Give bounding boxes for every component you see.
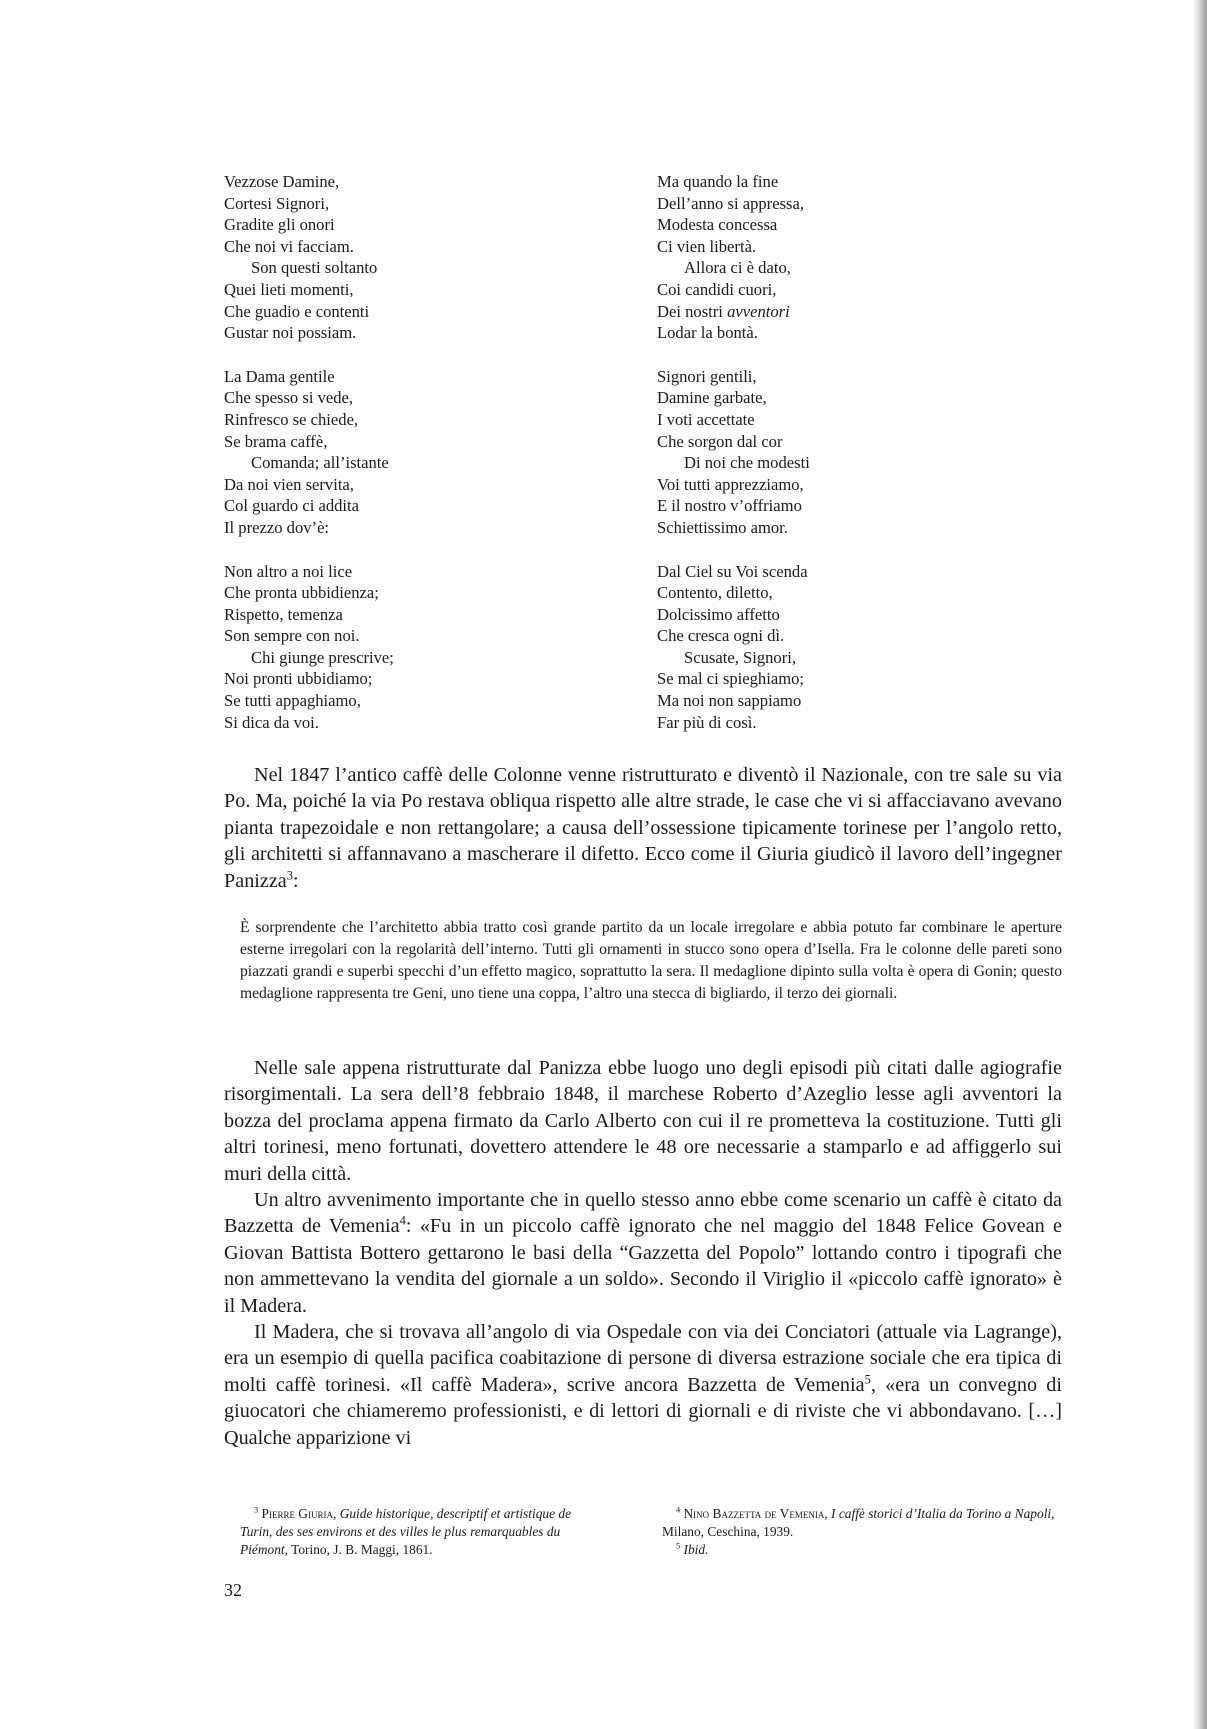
footnote-title: I caffè storici d’Italia da Torino a Napoli	[831, 1506, 1052, 1521]
paragraph-text-run: Un altro avvenimento importante che in quello stesso anno ebbe come scenario un caffè è citato da Bazzetta de Vemenia	[224, 1189, 1062, 1238]
poem-stanza	[657, 366, 987, 539]
footnote-title: Guide historique, descriptif et artistique de Turin, des ses environs et des villes le plus remarquables du Piémont	[240, 1506, 572, 1557]
footnote-number: 3	[254, 1505, 259, 1515]
poem-line: Contento, diletto,	[657, 583, 773, 603]
poem-line: Di noi che modesti	[684, 453, 810, 473]
paragraph-text-run: : «Fu in un piccolo caffè ignorato che nel maggio del 1848 Felice Govean e Giovan Battista Bottero gettarono le basi della “Gazzetta del Popolo” lottando contro i tipografi che non ammettevano la vendita del giornale a un soldo». Secondo il Viriglio il «piccolo caffè ignorato» è il Madera.	[224, 1215, 1062, 1317]
poem-stanza	[224, 171, 554, 344]
poem-line: Lodar la bontà.	[657, 323, 758, 343]
poem-line: Se mal ci spieghiamo;	[657, 669, 805, 689]
footnotes-left	[240, 1505, 585, 1559]
body-paragraph-1	[224, 762, 1062, 894]
footnote-3: $^3$ Pierre Giuria, Guide historique, descriptif et artistique de Turin, des ses environs et des villes le plus remarquables du Piémont, Torino, J. B. Maggi, 1861.	[240, 1505, 572, 1557]
poem-line: Modesta concessa	[657, 215, 778, 235]
poem-line: Noi pronti ubbidiamo;	[224, 669, 373, 689]
poem-line: Dolcissimo affetto	[657, 604, 780, 624]
poem-line: Da noi vien servita,	[224, 474, 354, 494]
block-quote: È sorprendente che l’architetto abbia tratto così grande partito da un locale irregolare e abbia potuto far combinare le aperture esterne irregolari con la regolarità dell’interno. Tutti gli ornamenti in stucco sono opera d’Isella. Fra le colonne delle pareti sono piazzati grandi e superbi specchi d’un effetto magico, soprattutto la sera. Il medaglione dipinto sulla volta è opera di Gonin; questo medaglione rappresenta tre Geni, uno tiene una coppa, l’altro una stecca di bigliardo, il terzo dei giornali.	[240, 919, 1062, 1002]
body-paragraphs	[224, 1055, 1062, 1451]
paragraph-text-run: :	[293, 869, 299, 892]
footnote-rest: , Milano, Ceschina, 1939.	[662, 1506, 1055, 1539]
poem-line: E il nostro v’offriamo	[657, 496, 802, 516]
footnote-number: 4	[676, 1505, 681, 1515]
poem-line-text: Dei nostri	[657, 301, 728, 321]
poem-line: Son sempre con noi.	[224, 626, 360, 646]
poem-line: Si dica da voi.	[224, 712, 319, 732]
poem-column-right	[657, 171, 987, 755]
poem-line: Rinfresco se chiede,	[224, 409, 359, 429]
footnote-number: 5	[676, 1541, 681, 1551]
poem-line: Rispetto, temenza	[224, 604, 343, 624]
poem-line: Che cresca ogni dì.	[657, 626, 785, 646]
poem-line: Che noi vi facciam.	[224, 236, 354, 256]
poem-line: Ci vien libertà.	[657, 236, 757, 256]
poem-line: Col guardo ci addita	[224, 496, 360, 516]
poem-line: Che pronta ubbidienza;	[224, 583, 379, 603]
footnote-ref[interactable]: 3	[286, 867, 294, 882]
paragraph-2: Nelle sale appena ristrutturate dal Panizza ebbe luogo uno degli episodi più citati dalle agiografie risorgimentali. La sera dell’8 febbraio 1848, il marchese Roberto d’Azeglio lesse agli avventori la bozza del proclama appena firmato da Carlo Alberto con cui il re prometteva la costituzione. Tutti gli altri torinesi, meno fortunati, dovettero attendere le 48 ore necessarie a stamparlo e ad affiggerlo sui muri della città.	[224, 1057, 1062, 1185]
poem-stanza	[657, 171, 987, 344]
poem-line: Quei lieti momenti,	[224, 279, 354, 299]
footnote-ref[interactable]: 5	[864, 1372, 871, 1387]
paragraph-3	[224, 1187, 1062, 1319]
paragraph-text-run: , «era un convegno di giuocatori che chiameremo professionisti, e di lettori di giornali e di riviste che vi abbondavano. […] Qualche apparizione vi	[224, 1373, 1062, 1449]
paragraph-text-run: Il Madera, che si trovava all’angolo di via Ospedale con via dei Conciatori (attuale via Lagrange), era un esempio di quella pacifica coabitazione di persone di diversa estrazione sociale che era tipica di molti caffè torinesi. «Il caffè Madera», scrive ancora Bazzetta de Vemenia	[224, 1321, 1062, 1396]
poem-italic-word: avventori	[727, 301, 790, 321]
poem-line: Se tutti appaghiamo,	[224, 691, 361, 711]
poem-line: Comanda; all’istante	[251, 453, 389, 473]
poem-stanza	[224, 561, 554, 734]
poem-line: Far più di così.	[657, 712, 757, 732]
poem-line: Il prezzo dov’è:	[224, 517, 330, 537]
poem-column-left	[224, 171, 554, 755]
footnote-title: Ibid.	[683, 1542, 709, 1557]
footnote-4: $^4$ Nino Bazzetta de Vemenia, I caffè storici d’Italia da Torino a Napoli, Milano, Ceschina, 1939.	[662, 1505, 1055, 1539]
poem-line: Signori gentili,	[657, 366, 757, 386]
poem-line: Allora ci è dato,	[684, 258, 791, 278]
paragraph-4	[224, 1319, 1062, 1451]
poem-line: Ma quando la fine	[657, 172, 779, 191]
poem-line: Non altro a noi lice	[224, 561, 353, 581]
poem-line: La Dama gentile	[224, 366, 335, 386]
poem-line: Dal Ciel su Voi scenda	[657, 561, 808, 581]
footnote-ref[interactable]: 4	[399, 1213, 406, 1228]
footnotes-right	[662, 1505, 1082, 1559]
poem-line: Ma noi non sappiamo	[657, 691, 802, 711]
poem-line: I voti accettate	[657, 409, 755, 429]
poem-stanza	[657, 561, 987, 734]
page-edge-shadow	[1193, 0, 1207, 1729]
poem-line: Scusate, Signori,	[684, 647, 796, 667]
footnote-author: Pierre Giuria	[261, 1506, 333, 1521]
poem-line: Gradite gli onori	[224, 215, 335, 235]
poem-line: Chi giunge prescrive;	[251, 647, 394, 667]
poem-line: Coi candidi cuori,	[657, 279, 777, 299]
paragraph-text-run: Nel 1847 l’antico caffè delle Colonne venne ristrutturato e diventò il Nazionale, con tre sale su via Po. Ma, poiché la via Po restava obliqua rispetto alle altre strade, le case che vi si affacciavano avevano pianta trapezoidale e non rettangolare; a causa dell’ossessione tipicamente torinese per l’angolo retto, gli architetti si affannavano a mascherare il difetto. Ecco come il Giuria giudicò il lavoro dell’ingegner Panizza	[224, 764, 1062, 892]
poem-line: Dell’anno si appressa,	[657, 193, 804, 213]
poem-line: Se brama caffè,	[224, 431, 328, 451]
footnote-5	[662, 1541, 1082, 1559]
poem-line: Damine garbate,	[657, 388, 767, 408]
poem-line: Vezzose Damine,	[224, 172, 340, 191]
poem-line: Che guadio e contenti	[224, 301, 370, 321]
poem-line: Voi tutti apprezziamo,	[657, 474, 804, 494]
poem-stanza	[224, 366, 554, 539]
poem-line: Schiettissimo amor.	[657, 517, 788, 537]
footnote-author: Nino Bazzetta de Vemenia	[683, 1506, 825, 1521]
poem-line: Cortesi Signori,	[224, 193, 330, 213]
paragraph-text	[224, 762, 1062, 894]
page-number: 32	[224, 1580, 242, 1600]
footnote-rest: , Torino, J. B. Maggi, 1861.	[284, 1542, 433, 1557]
poem-line: Che spesso si vede,	[224, 388, 354, 408]
poem-line: Gustar noi possiam.	[224, 323, 357, 343]
poem-line: Che sorgon dal cor	[657, 431, 783, 451]
poem-line	[657, 301, 987, 323]
poem-line: Son questi soltanto	[251, 258, 378, 278]
